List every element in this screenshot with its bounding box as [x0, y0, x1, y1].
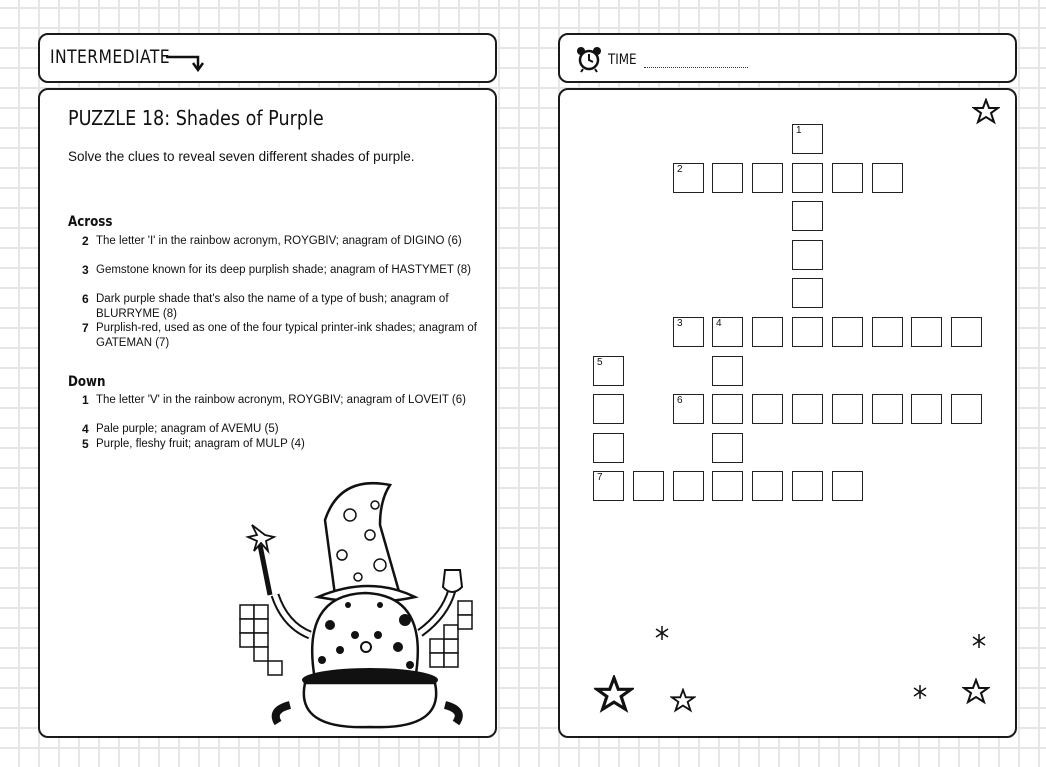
crossword-cell[interactable] [752, 317, 783, 347]
down-heading: Down [68, 374, 106, 390]
crossword-cell[interactable] [951, 317, 982, 347]
clue-number: 6 [82, 292, 89, 306]
star-icon [670, 688, 696, 714]
cell-number: 7 [597, 472, 603, 483]
puzzle-intro: Solve the clues to reveal seven different shades of purple. [68, 149, 415, 164]
star-icon [594, 675, 634, 715]
time-label: TIME [608, 52, 637, 68]
across-clue [68, 234, 478, 249]
clues-panel [38, 88, 497, 738]
crossword-cell[interactable] [872, 317, 903, 347]
crossword-cell[interactable] [832, 394, 863, 424]
arrow-down-right-icon [164, 43, 208, 73]
cell-number: 4 [716, 318, 722, 329]
crossword-cell[interactable] [792, 317, 823, 347]
crossword-cell[interactable] [792, 278, 823, 308]
clue-text: The letter 'I' in the rainbow acronym, ROYGBIV; anagram of DIGINO (6) [96, 235, 462, 247]
crossword-cell[interactable] [712, 433, 743, 463]
across-clue [68, 263, 478, 278]
clue-text: Purple, fleshy fruit; anagram of MULP (4) [96, 438, 305, 450]
clue-text: The letter 'V' in the rainbow acronym, ROYGBIV; anagram of LOVEIT (6) [96, 394, 466, 406]
crossword-cell[interactable] [633, 471, 664, 501]
crossword-cell[interactable] [593, 471, 624, 501]
clue-number: 2 [82, 234, 89, 248]
clue-number: 7 [82, 321, 89, 335]
crossword-cell[interactable] [832, 163, 863, 193]
down-clue [68, 437, 478, 452]
crossword-cell[interactable] [752, 471, 783, 501]
crossword-cell[interactable] [712, 317, 743, 347]
crossword-cell[interactable] [911, 317, 942, 347]
crossword-cell[interactable] [792, 240, 823, 270]
crossword-cell[interactable] [593, 356, 624, 386]
sparkle-icon [912, 684, 928, 700]
puzzle-title: PUZZLE 18: Shades of Purple [68, 106, 324, 130]
wizard-octopus-cauldron-icon [230, 465, 490, 730]
cell-number: 1 [796, 125, 802, 136]
clue-text: Gemstone known for its deep purplish shade; anagram of HASTYMET (8) [96, 264, 471, 276]
crossword-cell[interactable] [673, 471, 704, 501]
cell-number: 6 [677, 395, 683, 406]
crossword-cell[interactable] [872, 394, 903, 424]
clue-number: 5 [82, 437, 89, 451]
cell-number: 3 [677, 318, 683, 329]
crossword-cell[interactable] [712, 163, 743, 193]
crossword-cell[interactable] [951, 394, 982, 424]
across-heading: Across [68, 214, 113, 230]
time-entry-line[interactable] [644, 67, 748, 68]
across-clue [68, 292, 478, 321]
level-header [38, 33, 497, 83]
crossword-cell[interactable] [673, 394, 704, 424]
clue-text: Purplish-red, used as one of the four typical printer-ink shades; anagram of GATEMAN (7) [96, 322, 477, 349]
time-header [558, 33, 1017, 83]
crossword-cell[interactable] [911, 394, 942, 424]
clue-number: 1 [82, 393, 89, 407]
crossword-cell[interactable] [752, 394, 783, 424]
clue-text: Pale purple; anagram of AVEMU (5) [96, 423, 279, 435]
down-clue [68, 422, 478, 437]
crossword-cell[interactable] [752, 163, 783, 193]
crossword-cell[interactable] [712, 356, 743, 386]
sparkle-icon [971, 633, 987, 649]
crossword-cell[interactable] [792, 394, 823, 424]
crossword-cell[interactable] [832, 471, 863, 501]
crossword-cell[interactable] [712, 471, 743, 501]
star-icon [962, 678, 990, 706]
crossword-cell[interactable] [673, 317, 704, 347]
star-icon [972, 98, 1000, 126]
crossword-panel [558, 88, 1017, 738]
clue-number: 4 [82, 422, 89, 436]
crossword-cell[interactable] [792, 163, 823, 193]
cell-number: 2 [677, 164, 683, 175]
crossword-cell[interactable] [792, 201, 823, 231]
crossword-cell[interactable] [872, 163, 903, 193]
across-clue [68, 321, 478, 350]
crossword-cell[interactable] [673, 163, 704, 193]
sparkle-icon [654, 625, 670, 641]
crossword-cell[interactable] [792, 471, 823, 501]
alarm-clock-icon [574, 45, 604, 73]
crossword-cell[interactable] [832, 317, 863, 347]
crossword-cell[interactable] [593, 394, 624, 424]
crossword-cell[interactable] [593, 433, 624, 463]
clue-number: 3 [82, 263, 89, 277]
clue-text: Dark purple shade that's also the name of a type of bush; anagram of BLURRYME (8) [96, 293, 449, 320]
crossword-cell[interactable] [712, 394, 743, 424]
difficulty-label: INTERMEDIATE [50, 46, 171, 68]
down-clue [68, 393, 478, 408]
crossword-cell[interactable] [792, 124, 823, 154]
cell-number: 5 [597, 357, 603, 368]
